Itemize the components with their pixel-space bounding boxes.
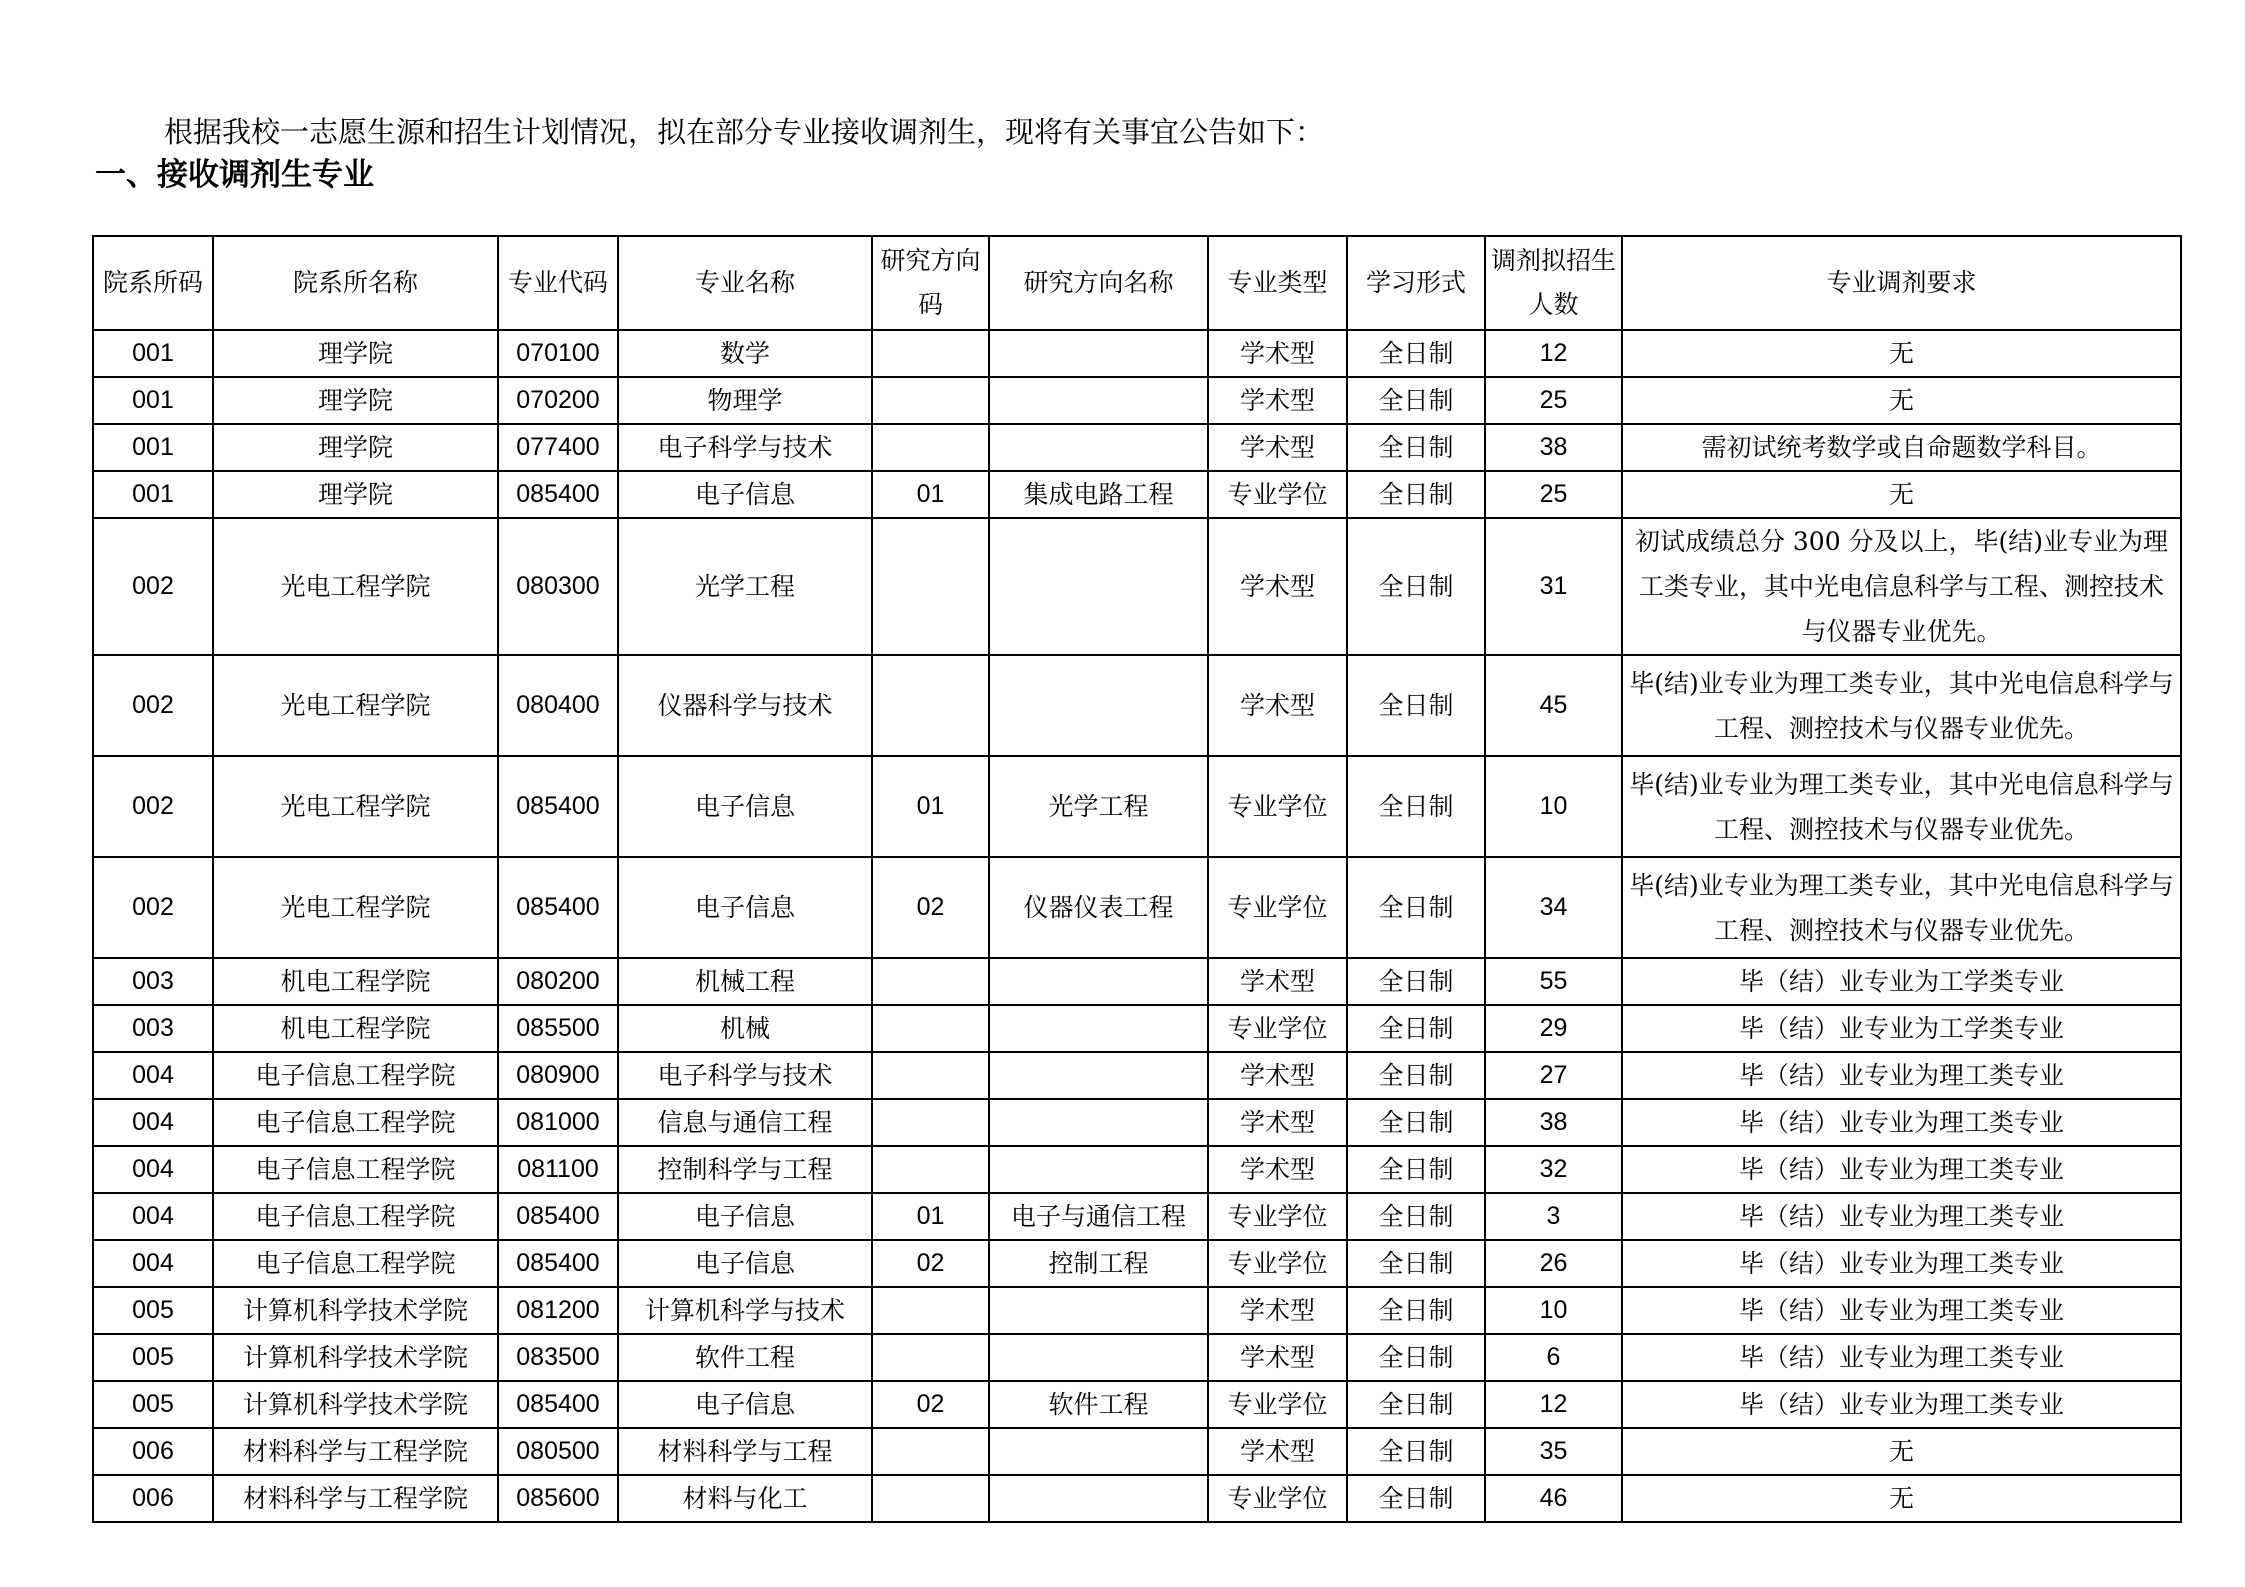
cell-direction-code [872, 518, 989, 655]
cell-requirements: 毕（结）业专业为理工类专业 [1622, 1052, 2181, 1099]
header-study-mode: 学习形式 [1347, 236, 1485, 330]
cell-direction-name: 电子与通信工程 [989, 1193, 1208, 1240]
table-row [93, 1334, 2181, 1381]
cell-major-type: 学术型 [1208, 330, 1347, 377]
cell-direction-code [872, 1334, 989, 1381]
table-header-row [93, 236, 2181, 330]
cell-study-mode: 全日制 [1347, 1334, 1485, 1381]
cell-major-name: 物理学 [618, 377, 872, 424]
cell-enrollment-count: 31 [1485, 518, 1622, 655]
table-row [93, 1475, 2181, 1522]
section-heading: 一、接收调剂生专业 [95, 157, 374, 193]
cell-study-mode: 全日制 [1347, 1240, 1485, 1287]
cell-dept-name: 理学院 [213, 377, 498, 424]
cell-major-code: 080400 [498, 655, 618, 756]
cell-study-mode: 全日制 [1347, 1287, 1485, 1334]
cell-study-mode: 全日制 [1347, 471, 1485, 518]
cell-major-type: 专业学位 [1208, 857, 1347, 958]
cell-major-code: 085400 [498, 756, 618, 857]
table-row [93, 1428, 2181, 1475]
cell-study-mode: 全日制 [1347, 1005, 1485, 1052]
cell-direction-code [872, 1428, 989, 1475]
cell-major-code: 085400 [498, 1240, 618, 1287]
cell-dept-code: 004 [93, 1052, 213, 1099]
table-row [93, 1052, 2181, 1099]
cell-major-code: 083500 [498, 1334, 618, 1381]
table-row [93, 330, 2181, 377]
cell-major-code: 080900 [498, 1052, 618, 1099]
cell-requirements: 毕（结）业专业为理工类专业 [1622, 1193, 2181, 1240]
cell-requirements: 毕（结）业专业为工学类专业 [1622, 1005, 2181, 1052]
table-row [93, 1099, 2181, 1146]
intro-paragraph: 根据我校一志愿生源和招生计划情况，拟在部分专业接收调剂生，现将有关事宜公告如下： [164, 115, 1325, 149]
cell-study-mode: 全日制 [1347, 756, 1485, 857]
cell-study-mode: 全日制 [1347, 1475, 1485, 1522]
cell-direction-name [989, 655, 1208, 756]
cell-study-mode: 全日制 [1347, 1146, 1485, 1193]
cell-major-code: 085400 [498, 471, 618, 518]
header-enrollment-count: 调剂拟招生人数 [1485, 236, 1622, 330]
cell-enrollment-count: 45 [1485, 655, 1622, 756]
cell-direction-name [989, 1334, 1208, 1381]
cell-major-name: 电子科学与技术 [618, 424, 872, 471]
cell-direction-code [872, 1052, 989, 1099]
cell-enrollment-count: 26 [1485, 1240, 1622, 1287]
cell-major-name: 软件工程 [618, 1334, 872, 1381]
cell-major-code: 085500 [498, 1005, 618, 1052]
table-row [93, 1193, 2181, 1240]
table-row [93, 1287, 2181, 1334]
header-major-code: 专业代码 [498, 236, 618, 330]
cell-study-mode: 全日制 [1347, 330, 1485, 377]
cell-dept-code: 002 [93, 857, 213, 958]
table-row [93, 756, 2181, 857]
cell-direction-name [989, 1475, 1208, 1522]
cell-major-code: 080200 [498, 958, 618, 1005]
cell-direction-code: 01 [872, 471, 989, 518]
cell-major-type: 学术型 [1208, 1146, 1347, 1193]
cell-dept-name: 电子信息工程学院 [213, 1146, 498, 1193]
header-major-name: 专业名称 [618, 236, 872, 330]
cell-enrollment-count: 32 [1485, 1146, 1622, 1193]
header-dept-code: 院系所码 [93, 236, 213, 330]
transfer-majors-table [92, 235, 2182, 1523]
cell-major-name: 电子信息 [618, 857, 872, 958]
cell-dept-code: 002 [93, 518, 213, 655]
cell-major-name: 电子信息 [618, 471, 872, 518]
cell-major-code: 080300 [498, 518, 618, 655]
cell-major-code: 077400 [498, 424, 618, 471]
cell-requirements: 毕（结）业专业为理工类专业 [1622, 1240, 2181, 1287]
cell-dept-name: 光电工程学院 [213, 655, 498, 756]
cell-enrollment-count: 29 [1485, 1005, 1622, 1052]
cell-dept-code: 004 [93, 1193, 213, 1240]
cell-requirements: 毕(结)业专业为理工类专业，其中光电信息科学与工程、测控技术与仪器专业优先。 [1622, 756, 2181, 857]
cell-major-name: 机械 [618, 1005, 872, 1052]
cell-requirements: 毕（结）业专业为理工类专业 [1622, 1334, 2181, 1381]
cell-requirements: 无 [1622, 377, 2181, 424]
table-row [93, 1005, 2181, 1052]
header-direction-code: 研究方向码 [872, 236, 989, 330]
cell-direction-name [989, 1428, 1208, 1475]
cell-major-code: 080500 [498, 1428, 618, 1475]
cell-dept-code: 005 [93, 1334, 213, 1381]
cell-enrollment-count: 35 [1485, 1428, 1622, 1475]
cell-requirements: 毕（结）业专业为理工类专业 [1622, 1381, 2181, 1428]
cell-dept-code: 006 [93, 1428, 213, 1475]
cell-dept-name: 理学院 [213, 471, 498, 518]
cell-dept-name: 电子信息工程学院 [213, 1240, 498, 1287]
cell-dept-name: 理学院 [213, 424, 498, 471]
cell-direction-name [989, 330, 1208, 377]
cell-major-name: 材料科学与工程 [618, 1428, 872, 1475]
cell-direction-name [989, 1099, 1208, 1146]
cell-requirements: 无 [1622, 330, 2181, 377]
cell-major-type: 学术型 [1208, 1099, 1347, 1146]
cell-dept-name: 电子信息工程学院 [213, 1193, 498, 1240]
cell-dept-name: 机电工程学院 [213, 1005, 498, 1052]
cell-requirements: 毕(结)业专业为理工类专业，其中光电信息科学与工程、测控技术与仪器专业优先。 [1622, 655, 2181, 756]
table-row [93, 1381, 2181, 1428]
cell-dept-code: 003 [93, 958, 213, 1005]
cell-study-mode: 全日制 [1347, 1099, 1485, 1146]
cell-dept-code: 001 [93, 424, 213, 471]
cell-study-mode: 全日制 [1347, 958, 1485, 1005]
cell-major-code: 085400 [498, 857, 618, 958]
cell-major-name: 计算机科学与技术 [618, 1287, 872, 1334]
cell-study-mode: 全日制 [1347, 1193, 1485, 1240]
cell-major-type: 学术型 [1208, 655, 1347, 756]
cell-dept-name: 材料科学与工程学院 [213, 1475, 498, 1522]
cell-requirements: 毕（结）业专业为工学类专业 [1622, 958, 2181, 1005]
cell-dept-code: 002 [93, 655, 213, 756]
cell-major-name: 电子信息 [618, 1193, 872, 1240]
cell-dept-name: 电子信息工程学院 [213, 1052, 498, 1099]
cell-major-name: 电子信息 [618, 1240, 872, 1287]
cell-major-name: 信息与通信工程 [618, 1099, 872, 1146]
cell-enrollment-count: 12 [1485, 330, 1622, 377]
cell-major-type: 学术型 [1208, 1287, 1347, 1334]
cell-direction-code [872, 655, 989, 756]
cell-direction-code [872, 377, 989, 424]
cell-major-name: 电子信息 [618, 1381, 872, 1428]
cell-dept-name: 计算机科学技术学院 [213, 1334, 498, 1381]
cell-study-mode: 全日制 [1347, 1052, 1485, 1099]
cell-requirements: 毕（结）业专业为理工类专业 [1622, 1146, 2181, 1193]
header-major-type: 专业类型 [1208, 236, 1347, 330]
cell-major-type: 专业学位 [1208, 1381, 1347, 1428]
cell-major-name: 仪器科学与技术 [618, 655, 872, 756]
cell-dept-name: 光电工程学院 [213, 756, 498, 857]
cell-direction-code [872, 1287, 989, 1334]
cell-direction-name [989, 1287, 1208, 1334]
cell-direction-name [989, 518, 1208, 655]
cell-enrollment-count: 10 [1485, 1287, 1622, 1334]
cell-study-mode: 全日制 [1347, 424, 1485, 471]
table-row [93, 958, 2181, 1005]
cell-direction-code: 01 [872, 756, 989, 857]
cell-direction-name [989, 1146, 1208, 1193]
cell-major-type: 专业学位 [1208, 471, 1347, 518]
cell-dept-code: 001 [93, 377, 213, 424]
cell-enrollment-count: 27 [1485, 1052, 1622, 1099]
cell-major-code: 070100 [498, 330, 618, 377]
cell-dept-name: 计算机科学技术学院 [213, 1287, 498, 1334]
cell-enrollment-count: 38 [1485, 1099, 1622, 1146]
cell-direction-code [872, 1099, 989, 1146]
cell-study-mode: 全日制 [1347, 518, 1485, 655]
cell-direction-name [989, 424, 1208, 471]
cell-major-name: 材料与化工 [618, 1475, 872, 1522]
cell-enrollment-count: 34 [1485, 857, 1622, 958]
cell-direction-code: 01 [872, 1193, 989, 1240]
cell-direction-name [989, 958, 1208, 1005]
cell-study-mode: 全日制 [1347, 655, 1485, 756]
cell-dept-name: 电子信息工程学院 [213, 1099, 498, 1146]
cell-major-code: 081100 [498, 1146, 618, 1193]
cell-major-type: 学术型 [1208, 518, 1347, 655]
table-row [93, 377, 2181, 424]
cell-major-type: 专业学位 [1208, 1475, 1347, 1522]
cell-direction-code [872, 1005, 989, 1052]
table-row [93, 857, 2181, 958]
cell-direction-name: 软件工程 [989, 1381, 1208, 1428]
cell-dept-code: 001 [93, 330, 213, 377]
cell-enrollment-count: 25 [1485, 377, 1622, 424]
cell-direction-name: 控制工程 [989, 1240, 1208, 1287]
cell-major-type: 专业学位 [1208, 756, 1347, 857]
cell-major-type: 专业学位 [1208, 1193, 1347, 1240]
cell-enrollment-count: 6 [1485, 1334, 1622, 1381]
cell-major-code: 070200 [498, 377, 618, 424]
cell-dept-code: 005 [93, 1381, 213, 1428]
cell-direction-code [872, 330, 989, 377]
cell-major-code: 081000 [498, 1099, 618, 1146]
cell-major-name: 控制科学与工程 [618, 1146, 872, 1193]
cell-study-mode: 全日制 [1347, 1428, 1485, 1475]
cell-major-code: 081200 [498, 1287, 618, 1334]
table-row [93, 1146, 2181, 1193]
cell-dept-code: 001 [93, 471, 213, 518]
cell-enrollment-count: 25 [1485, 471, 1622, 518]
cell-requirements: 初试成绩总分 300 分及以上，毕(结)业专业为理工类专业，其中光电信息科学与工程、测控技术与仪器专业优先。 [1622, 518, 2181, 655]
cell-major-type: 学术型 [1208, 424, 1347, 471]
cell-direction-name: 仪器仪表工程 [989, 857, 1208, 958]
cell-major-name: 电子科学与技术 [618, 1052, 872, 1099]
cell-direction-name [989, 1005, 1208, 1052]
cell-major-name: 数学 [618, 330, 872, 377]
cell-dept-name: 材料科学与工程学院 [213, 1428, 498, 1475]
cell-enrollment-count: 46 [1485, 1475, 1622, 1522]
cell-major-code: 085400 [498, 1193, 618, 1240]
cell-enrollment-count: 10 [1485, 756, 1622, 857]
table-row [93, 655, 2181, 756]
cell-direction-code [872, 958, 989, 1005]
cell-dept-name: 计算机科学技术学院 [213, 1381, 498, 1428]
cell-major-type: 专业学位 [1208, 1005, 1347, 1052]
cell-direction-code [872, 1475, 989, 1522]
cell-direction-name: 集成电路工程 [989, 471, 1208, 518]
cell-major-type: 学术型 [1208, 958, 1347, 1005]
cell-dept-code: 005 [93, 1287, 213, 1334]
cell-direction-code: 02 [872, 1381, 989, 1428]
table-row [93, 518, 2181, 655]
cell-dept-code: 004 [93, 1146, 213, 1193]
cell-enrollment-count: 55 [1485, 958, 1622, 1005]
table-row [93, 424, 2181, 471]
cell-direction-name: 光学工程 [989, 756, 1208, 857]
cell-enrollment-count: 3 [1485, 1193, 1622, 1240]
cell-dept-code: 004 [93, 1240, 213, 1287]
cell-requirements: 需初试统考数学或自命题数学科目。 [1622, 424, 2181, 471]
cell-major-type: 学术型 [1208, 377, 1347, 424]
cell-direction-name [989, 377, 1208, 424]
cell-requirements: 毕（结）业专业为理工类专业 [1622, 1099, 2181, 1146]
cell-direction-code: 02 [872, 857, 989, 958]
cell-major-name: 电子信息 [618, 756, 872, 857]
cell-requirements: 无 [1622, 1428, 2181, 1475]
table-row [93, 1240, 2181, 1287]
cell-major-type: 学术型 [1208, 1052, 1347, 1099]
cell-dept-code: 003 [93, 1005, 213, 1052]
cell-major-name: 机械工程 [618, 958, 872, 1005]
cell-major-type: 专业学位 [1208, 1240, 1347, 1287]
cell-requirements: 无 [1622, 471, 2181, 518]
cell-dept-code: 006 [93, 1475, 213, 1522]
cell-direction-code [872, 1146, 989, 1193]
cell-direction-name [989, 1052, 1208, 1099]
cell-enrollment-count: 12 [1485, 1381, 1622, 1428]
cell-enrollment-count: 38 [1485, 424, 1622, 471]
table-row [93, 471, 2181, 518]
cell-dept-code: 004 [93, 1099, 213, 1146]
cell-requirements: 毕（结）业专业为理工类专业 [1622, 1287, 2181, 1334]
cell-major-name: 光学工程 [618, 518, 872, 655]
cell-major-type: 学术型 [1208, 1428, 1347, 1475]
cell-dept-name: 光电工程学院 [213, 518, 498, 655]
cell-dept-name: 理学院 [213, 330, 498, 377]
cell-major-type: 学术型 [1208, 1334, 1347, 1381]
cell-major-code: 085400 [498, 1381, 618, 1428]
cell-study-mode: 全日制 [1347, 1381, 1485, 1428]
cell-requirements: 毕(结)业专业为理工类专业，其中光电信息科学与工程、测控技术与仪器专业优先。 [1622, 857, 2181, 958]
cell-dept-name: 光电工程学院 [213, 857, 498, 958]
cell-dept-code: 002 [93, 756, 213, 857]
header-requirements: 专业调剂要求 [1622, 236, 2181, 330]
header-direction-name: 研究方向名称 [989, 236, 1208, 330]
cell-dept-name: 机电工程学院 [213, 958, 498, 1005]
cell-study-mode: 全日制 [1347, 857, 1485, 958]
cell-direction-code [872, 424, 989, 471]
cell-requirements: 无 [1622, 1475, 2181, 1522]
header-dept-name: 院系所名称 [213, 236, 498, 330]
cell-direction-code: 02 [872, 1240, 989, 1287]
cell-study-mode: 全日制 [1347, 377, 1485, 424]
cell-major-code: 085600 [498, 1475, 618, 1522]
